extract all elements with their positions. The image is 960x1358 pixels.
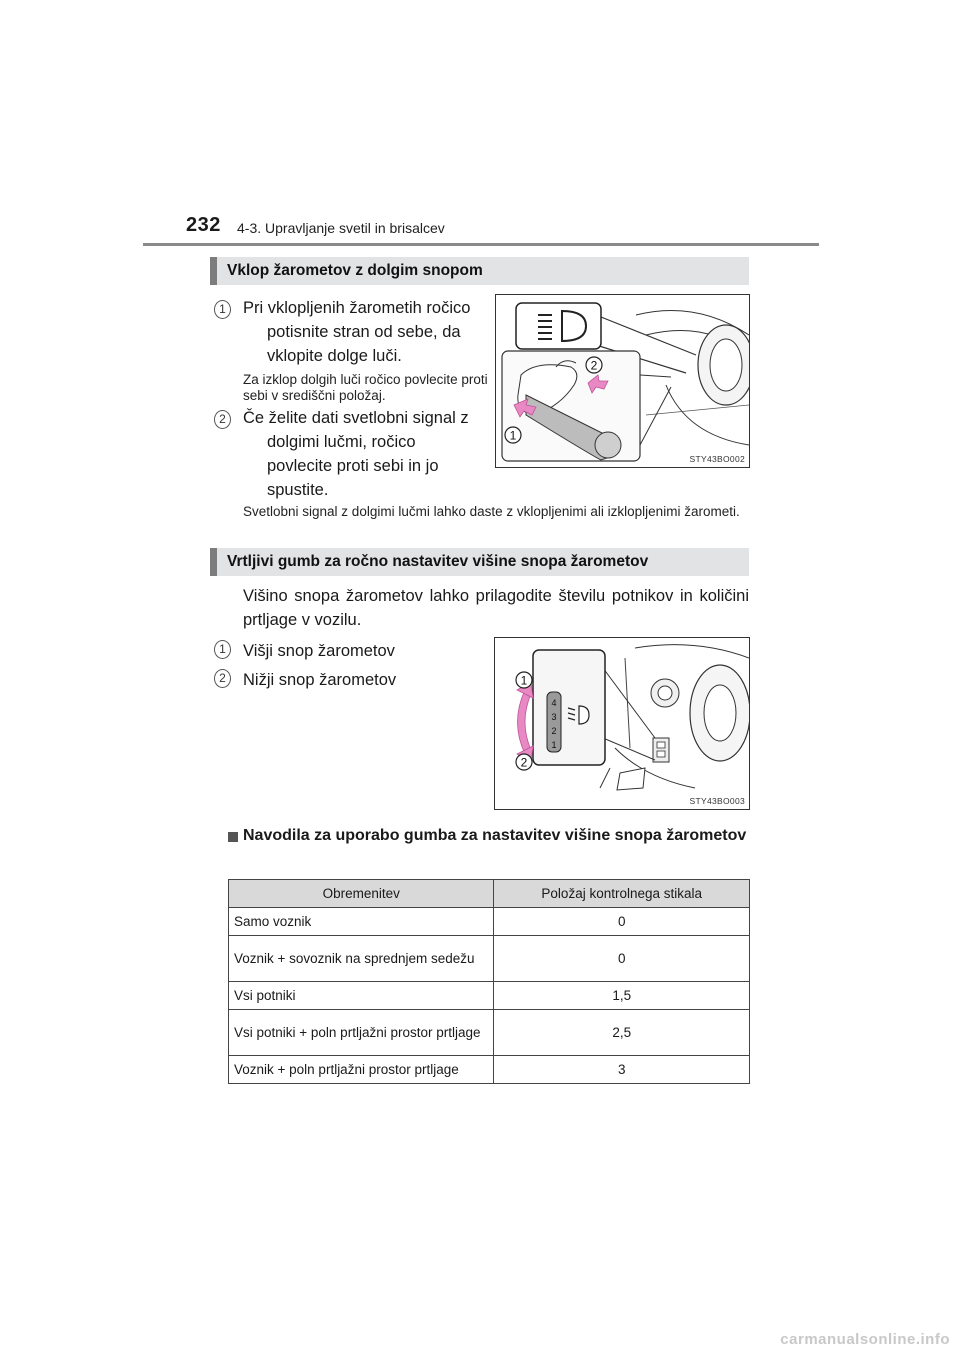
step-1-note: Za izklop dolgih luči ročico povlecite proti sebi v središčni položaj. [243,372,488,403]
item-2-label: Nižji snop žarometov [243,671,397,689]
watermark: carmanualsonline.info [780,1331,950,1348]
table-row [229,936,750,982]
step-1-text [243,296,493,368]
step-1-line-1: Pri vklopljenih žarometih ročico [243,299,471,317]
item-number-1: 1 [214,640,231,659]
header-rule [143,243,819,246]
step-2-line-4: spustite. [267,481,329,499]
instructions-heading: Navodila za uporabo gumba za nastavitev višine snopa žarometov [243,827,747,844]
step-number-2: 2 [214,410,231,429]
chapter-title: 4-3. Upravljanje svetil in brisalcev [237,220,445,236]
step-1-line-3: vklopite dolge luči. [267,347,402,365]
dial-mark-3: 3 [551,712,557,722]
table-cell-position: 3 [494,1056,750,1084]
step-2-note: Svetlobni signal z dolgimi lučmi lahko daste z vklopljenimi ali izklopljenimi žarometi. [243,504,740,519]
table-header-position: Položaj kontrolnega stikala [494,880,750,908]
table-row [229,1010,750,1056]
table-cell-position: 0 [494,908,750,936]
page-number: 232 [186,214,221,236]
section-title-high-beam: Vklop žarometov z dolgim snopom [210,257,749,285]
item-number-2: 2 [214,669,231,688]
step-2-line-3: povlecite proti sebi in jo [267,457,439,475]
table-cell-load: Voznik + sovoznik na sprednjem sedežu [229,936,494,982]
step-2-text [243,406,493,502]
callout-1: 1 [509,428,517,443]
item-1-label: Višji snop žarometov [243,642,395,660]
section-2-intro: Višino snopa žarometov lahko prilagodite številu potnikov in količini prtljage v vozilu. [243,587,749,629]
dial-mark-2: 2 [551,726,557,736]
dial-zoom-box [533,650,605,765]
dial-callout-2: 2 [520,755,528,770]
table-cell-load: Voznik + poln prtljažni prostor prtljage [229,1056,494,1084]
step-2-line-2: dolgimi lučmi, ročico [267,433,416,451]
table-cell-load: Samo voznik [229,908,494,936]
table-header-row [229,880,750,908]
lever-illustration [496,295,749,467]
dial-mark-1: 1 [551,740,557,750]
table-cell-position: 1,5 [494,982,750,1010]
figure-code: STY43BO002 [689,454,745,464]
table-cell-position: 0 [494,936,750,982]
figure-leveling-dial [494,637,750,810]
section-title-leveling-dial: Vrtljivi gumb za ročno nastavitev višine snopa žarometov [210,548,749,576]
step-2-line-1: Če želite dati svetlobni signal z [243,409,469,427]
table-cell-position: 2,5 [494,1010,750,1056]
table-cell-load: Vsi potniki [229,982,494,1010]
callout-2: 2 [590,358,598,373]
high-beam-symbol-box [516,303,601,349]
dial-illustration [495,638,749,809]
figure-2-code: STY43BO003 [689,796,745,806]
table-header-load: Obremenitev [229,880,494,908]
dial-callout-1: 1 [520,673,528,688]
load-position-table [228,879,750,1084]
table-cell-load: Vsi potniki + poln prtljažni prostor prtljage [229,1010,494,1056]
dial-rotate-arrow [518,690,532,754]
step-1-line-2: potisnite stran od sebe, da [267,323,461,341]
figure-high-beam-lever [495,294,750,468]
table-row [229,1056,750,1084]
step-number-1: 1 [214,300,231,319]
bullet-square [228,832,238,842]
table-row [229,982,750,1010]
table-row [229,908,750,936]
dial-mark-4: 4 [551,698,557,708]
